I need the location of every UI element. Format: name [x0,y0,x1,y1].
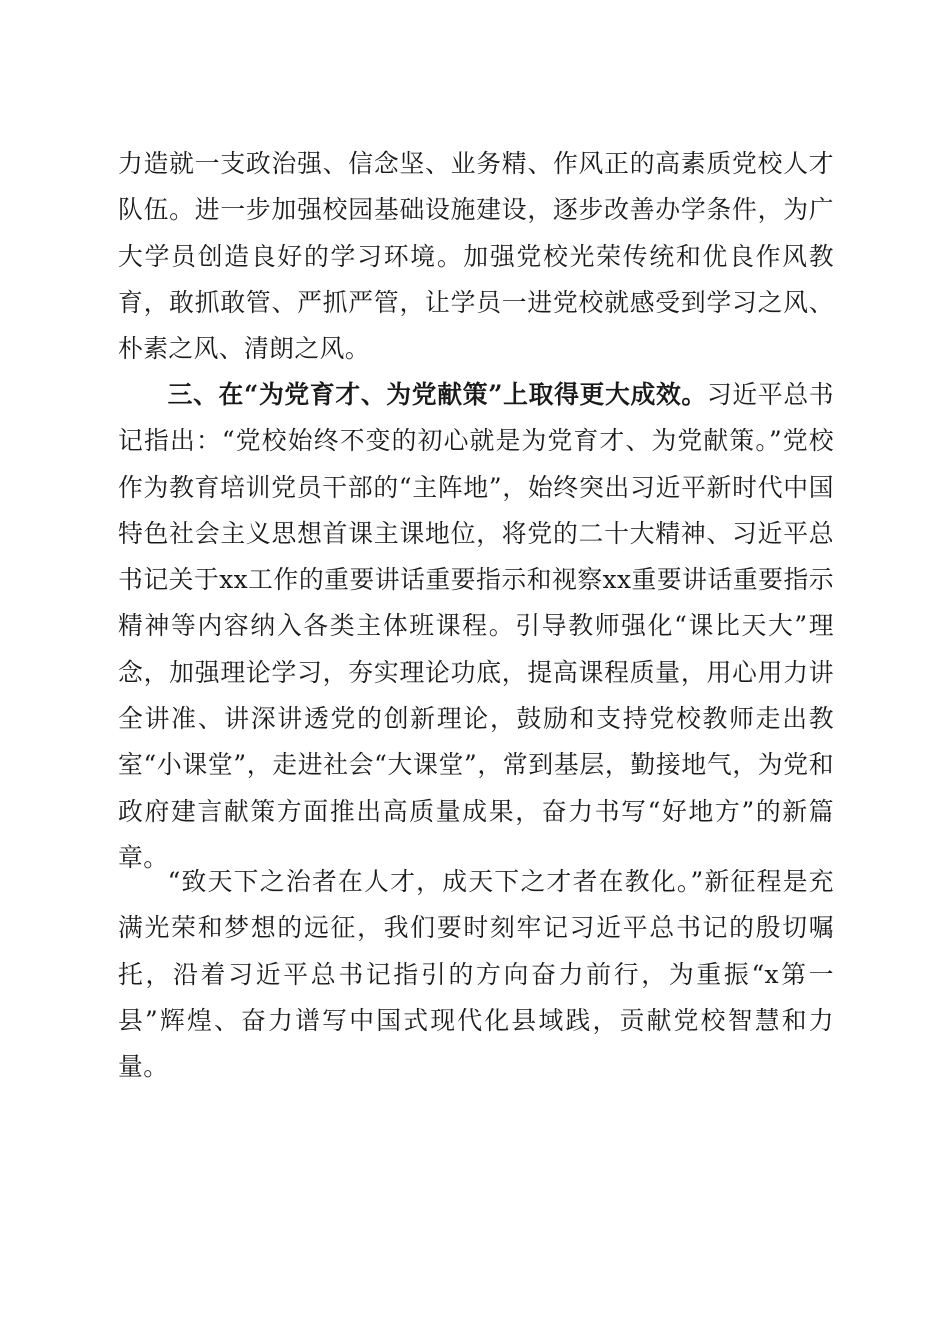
paragraph-text: “致天下之治者在人才，成天下之才者在教化。”新征程是充满光荣和梦想的远征，我们要时刻牢记习近平总书记的殷切嘱托，沿着习近平总书记指引的方向奋力前行，为重振“x第一县”辉煌、奋力谱写中国式现代化县域践，贡献党校智慧和力量。 [118,867,834,1082]
paragraph-talent-team [118,141,834,372]
paragraph-text: 力造就一支政治强、信念坚、业务精、作风正的高素质党校人才队伍。进一步加强校园基础设施建设，逐步改善办学条件，为广大学员创造良好的学习环境。加强党校光荣传统和优良作风教育，敢抓敢管、严抓严管，让学员一进党校就感受到学习之风、朴素之风、清朗之风。 [118,149,834,364]
section-heading: 三、在“为党育才、为党献策”上取得更大成效。 [167,380,707,409]
paragraph-conclusion [118,859,834,1090]
paragraph-text: 习近平总书记指出：“党校始终不变的初心就是为党育才、为党献策。”党校作为教育培训党员干部的“主阵地”，始终突出习近平新时代中国特色社会主义思想首课主课地位，将党的二十大精神、习近平总书记关于xx工作的重要讲话重要指示和视察xx重要讲话重要指示精神等内容纳入各类主体班课程。引导教师强化“课比天大”理念，加强理论学习，夯实理论功底，提高课程质量，用心用力讲全讲准、讲深讲透党的创新理论，鼓励和支持党校教师走出教室“小课堂”，走进社会“大课堂”，常到基层，勤接地气，为党和政府建言献策方面推出高质量成果，奋力书写“好地方”的新篇章。 [118,380,834,872]
paragraph-section-three [118,372,834,881]
paragraph-body [118,372,834,881]
